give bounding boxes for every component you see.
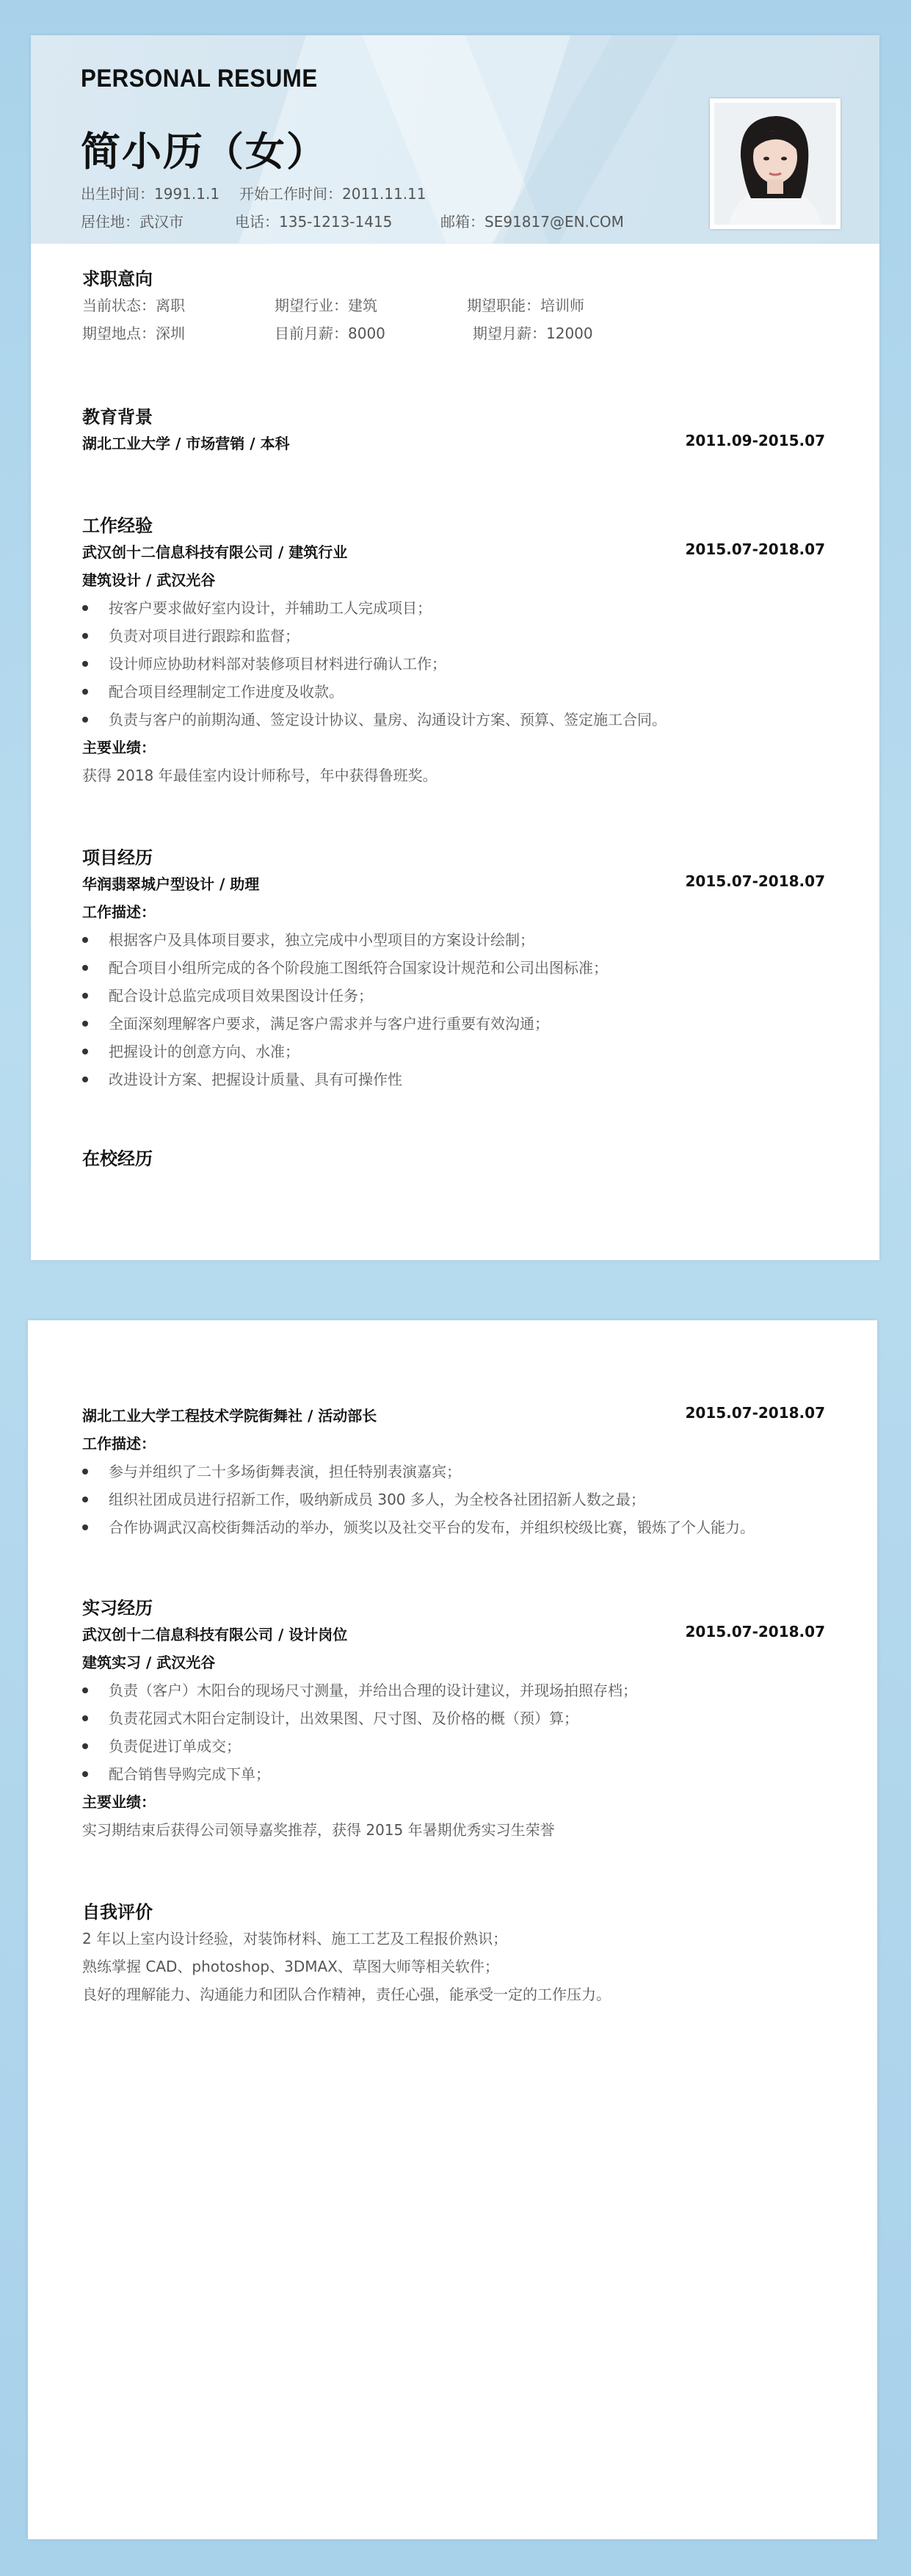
- project-desc-label: 工作描述：: [82, 903, 156, 921]
- intern-role: 建筑实习 / 武汉光谷: [82, 1654, 216, 1671]
- self-eval-line: 2 年以上室内设计经验，对装饰材料、施工工艺及工程报价熟识；: [82, 1930, 508, 1947]
- project-name: 华润翡翠城户型设计 / 助理: [82, 875, 260, 893]
- intent-row-2: [82, 322, 593, 343]
- expected-salary: 期望月薪：12000: [473, 325, 593, 342]
- resume-label: PERSONAL RESUME: [81, 65, 318, 93]
- list-item: 把握设计的创意方向、水准；: [82, 1040, 300, 1061]
- project-date: 2015.07-2018.07: [685, 872, 825, 890]
- email: 邮箱：SE91817@EN.COM: [440, 213, 624, 231]
- resume-page-1: [31, 35, 879, 1260]
- project-row: [82, 872, 825, 894]
- campus-org: 湖北工业大学工程技术学院街舞社 / 活动部长: [82, 1407, 377, 1425]
- education-date: 2011.09-2015.07: [685, 432, 825, 449]
- current-salary: 目前月薪：8000: [275, 325, 385, 342]
- phone: 电话：135-1213-1415: [235, 213, 393, 231]
- list-item: 负责花园式木阳台定制设计，出效果图、尺寸图、及价格的概（预）算；: [82, 1707, 578, 1728]
- intern-section-title: 实习经历: [82, 1598, 153, 1618]
- expected-industry: 期望行业：建筑: [275, 297, 377, 314]
- list-item: 合作协调武汉高校街舞活动的举办，颁奖以及社交平台的发布，并组织校级比赛，锻炼了个人能力。: [82, 1516, 755, 1537]
- self-eval-line: 熟练掌握 CAD、photoshop、3DMAX、草图大师等相关软件；: [82, 1958, 499, 1975]
- campus-row: [82, 1404, 825, 1425]
- list-item: 组织社团成员进行招新工作，吸纳新成员 300 多人，为全校各社团招新人数之最；: [82, 1488, 645, 1509]
- project-section-title: 项目经历: [82, 847, 153, 868]
- education-school: 湖北工业大学 / 市场营销 / 本科: [82, 435, 290, 452]
- intern-achievements: 实习期结束后获得公司领导嘉奖推荐，获得 2015 年暑期优秀实习生荣誉: [82, 1821, 555, 1839]
- campus-section-title: 在校经历: [82, 1148, 153, 1169]
- profile-photo: [710, 98, 841, 229]
- list-item: 改进设计方案、把握设计质量、具有可操作性: [82, 1068, 402, 1089]
- intent-row-1: [82, 294, 584, 315]
- resume-page-2: [28, 1320, 877, 2539]
- expected-position: 期望职能：培训师: [467, 297, 584, 314]
- work-section-title: 工作经验: [82, 515, 153, 536]
- info-row-1: [81, 182, 427, 203]
- list-item: 配合项目小组所完成的各个阶段施工图纸符合国家设计规范和公司出图标准；: [82, 956, 608, 977]
- list-item: 根据客户及具体项目要求，独立完成中小型项目的方案设计绘制；: [82, 928, 534, 949]
- self-eval-section-title: 自我评价: [82, 1902, 153, 1922]
- residence: 居住地：武汉市: [81, 213, 184, 231]
- list-item: 配合项目经理制定工作进度及收款。: [82, 680, 344, 701]
- self-eval-line: 良好的理解能力、沟通能力和团队合作精神，责任心强，能承受一定的工作压力。: [82, 1986, 611, 2003]
- list-item: 负责对项目进行跟踪和监督；: [82, 624, 300, 645]
- list-item: 负责与客户的前期沟通、签定设计协议、量房、沟通设计方案、预算、签定施工合同。: [82, 708, 667, 729]
- work-achievements-label: 主要业绩：: [82, 739, 156, 756]
- work-company: 武汉创十二信息科技有限公司 / 建筑行业: [82, 543, 348, 561]
- list-item: 负责（客户）木阳台的现场尺寸测量，并给出合理的设计建议，并现场拍照存档；: [82, 1679, 637, 1700]
- education-section-title: 教育背景: [82, 407, 153, 427]
- candidate-name: 简小历（女）: [81, 129, 327, 175]
- campus-date: 2015.07-2018.07: [685, 1404, 825, 1422]
- campus-desc-label: 工作描述：: [82, 1435, 156, 1452]
- work-start-date: 开始工作时间：2011.11.11: [239, 185, 427, 203]
- list-item: 参与并组织了二十多场街舞表演，担任特别表演嘉宾；: [82, 1460, 461, 1481]
- list-item: 负责促进订单成交；: [82, 1734, 241, 1756]
- work-role: 建筑设计 / 武汉光谷: [82, 571, 216, 589]
- birth-date: 出生时间：1991.1.1: [81, 185, 220, 203]
- list-item: 配合销售导购完成下单；: [82, 1762, 270, 1784]
- list-item: 按客户要求做好室内设计，并辅助工人完成项目；: [82, 596, 432, 618]
- list-item: 全面深刻理解客户要求，满足客户需求并与客户进行重要有效沟通；: [82, 1012, 549, 1033]
- education-row: [82, 432, 825, 453]
- intern-company-row: [82, 1623, 825, 1644]
- list-item: 设计师应协助材料部对装修项目材料进行确认工作；: [82, 652, 446, 673]
- work-date: 2015.07-2018.07: [685, 540, 825, 558]
- intern-company: 武汉创十二信息科技有限公司 / 设计岗位: [82, 1626, 348, 1643]
- info-row-2: [81, 210, 624, 231]
- intern-achievements-label: 主要业绩：: [82, 1793, 156, 1811]
- work-achievements: 获得 2018 年最佳室内设计师称号，年中获得鲁班奖。: [82, 767, 438, 784]
- current-status: 当前状态：离职: [82, 297, 185, 314]
- resume-header: [31, 35, 879, 244]
- expected-location: 期望地点：深圳: [82, 325, 185, 342]
- list-item: 配合设计总监完成项目效果图设计任务；: [82, 984, 373, 1005]
- intern-date: 2015.07-2018.07: [685, 1623, 825, 1640]
- work-company-row: [82, 540, 825, 562]
- intent-section-title: 求职意向: [82, 269, 153, 289]
